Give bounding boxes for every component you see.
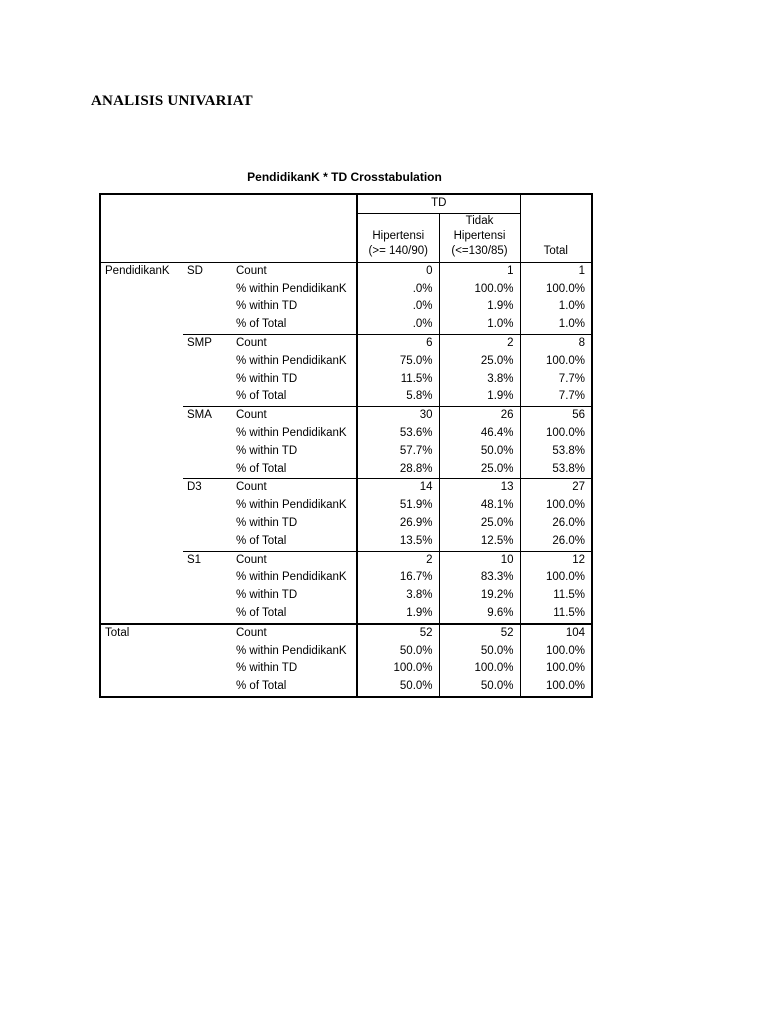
value-cell: 12 [520, 551, 592, 569]
group-label [183, 353, 232, 371]
row-var-label [100, 388, 183, 406]
value-cell: 100.0% [439, 660, 520, 678]
value-cell: 56 [520, 407, 592, 425]
crosstab-title: PendidikanK * TD Crosstabulation [247, 170, 442, 184]
value-cell: 100.0% [546, 282, 586, 295]
table-row [100, 371, 592, 389]
stat-label: Count [232, 624, 357, 643]
value-cell: 16.7% [357, 569, 439, 587]
group-label [183, 678, 232, 697]
value-cell: 1.0% [558, 300, 586, 313]
stat-label: % of Total [232, 605, 357, 624]
group-label [183, 643, 232, 661]
group-label [183, 443, 232, 461]
value-cell: 3.8% [357, 587, 439, 605]
table-row [100, 425, 592, 443]
value-cell: 30 [357, 407, 439, 425]
value-cell: 100.0% [439, 281, 520, 299]
value-cell: 26.9% [357, 515, 439, 533]
row-var-label [100, 660, 183, 678]
group-label [183, 497, 232, 515]
table-row [100, 388, 592, 406]
value-cell: 10 [439, 551, 520, 569]
value-cell: 83.3% [439, 569, 520, 587]
value-cell: 50.0% [439, 443, 520, 461]
row-var-label [100, 533, 183, 551]
value-cell: 0 [357, 262, 439, 280]
value-cell: 51.9% [357, 497, 439, 515]
group-label: SMP [183, 334, 232, 352]
crosstab-body [100, 262, 592, 697]
value-cell: 11.5% [357, 371, 439, 389]
value-cell: 26.0% [552, 516, 586, 529]
group-label: SMA [183, 407, 232, 425]
row-var-label [100, 515, 183, 533]
value-cell: 100.0% [546, 354, 586, 367]
value-cell: 100.0% [546, 499, 586, 512]
row-var-label [100, 443, 183, 461]
total-row [100, 624, 592, 643]
value-cell: 12.5% [439, 533, 520, 551]
value-cell: 1.9% [439, 388, 520, 406]
row-var-label [100, 479, 183, 497]
total-row [100, 660, 592, 678]
table-row [100, 515, 592, 533]
value-cell: 25.0% [439, 353, 520, 371]
row-var-label [100, 678, 183, 697]
value-cell: 50.0% [439, 643, 520, 661]
stat-label: Count [232, 479, 357, 497]
value-cell: 1.0% [558, 318, 586, 331]
value-cell: 1.0% [439, 316, 520, 334]
value-cell: 1 [520, 262, 592, 280]
row-var-label: Total [100, 624, 183, 643]
value-cell: 53.8% [552, 462, 586, 475]
header-row-group [100, 194, 592, 213]
table-row [100, 407, 592, 425]
document-heading: ANALISIS UNIVARIAT [91, 93, 253, 109]
row-var-label: PendidikanK [100, 262, 183, 280]
value-cell: 100.0% [357, 660, 439, 678]
col-header-line: (>= 140/90) [368, 244, 428, 257]
row-var-label [100, 371, 183, 389]
row-var-label [100, 643, 183, 661]
row-var-label [100, 407, 183, 425]
value-cell: 14 [357, 479, 439, 497]
row-var-label [100, 298, 183, 316]
group-label [183, 515, 232, 533]
value-cell: 3.8% [439, 371, 520, 389]
value-cell: 13 [439, 479, 520, 497]
stat-label: Count [232, 551, 357, 569]
crosstab-table [99, 193, 593, 698]
value-cell: 1.9% [357, 605, 439, 624]
value-cell: 100.0% [546, 644, 586, 657]
stat-label: % within PendidikanK [232, 425, 357, 443]
value-cell: 1.9% [439, 298, 520, 316]
stat-label: % of Total [232, 533, 357, 551]
value-cell: 25.0% [439, 461, 520, 479]
value-cell: .0% [357, 298, 439, 316]
value-cell: 46.4% [439, 425, 520, 443]
stat-label: % within PendidikanK [232, 497, 357, 515]
value-cell: 27 [520, 479, 592, 497]
value-cell: 7.7% [558, 390, 586, 403]
table-row [100, 497, 592, 515]
value-cell: 11.5% [553, 606, 586, 619]
col-header-line: Tidak [465, 214, 494, 227]
group-label [183, 605, 232, 624]
value-cell: 25.0% [439, 515, 520, 533]
value-cell: .0% [357, 316, 439, 334]
group-label: S1 [183, 551, 232, 569]
value-cell: 52 [357, 624, 439, 643]
value-cell: 13.5% [357, 533, 439, 551]
group-label [183, 660, 232, 678]
value-cell: 2 [357, 551, 439, 569]
stat-label: % of Total [232, 388, 357, 406]
header-corner [100, 194, 357, 262]
stat-label: % within TD [232, 515, 357, 533]
stat-label: % within TD [232, 371, 357, 389]
row-var-label [100, 425, 183, 443]
table-row [100, 533, 592, 551]
table-row [100, 298, 592, 316]
value-cell: 50.0% [357, 678, 439, 697]
row-var-label [100, 461, 183, 479]
value-cell: 28.8% [357, 461, 439, 479]
value-cell: 48.1% [439, 497, 520, 515]
stat-label: % within PendidikanK [232, 643, 357, 661]
table-row [100, 262, 592, 280]
stat-label: % of Total [232, 461, 357, 479]
value-cell: 50.0% [357, 643, 439, 661]
col-header-line: Hipertensi [372, 229, 425, 242]
value-cell: 2 [439, 334, 520, 352]
value-cell: 50.0% [439, 678, 520, 697]
table-row [100, 316, 592, 334]
table-row [100, 605, 592, 624]
row-var-label [100, 316, 183, 334]
stat-label: % of Total [232, 678, 357, 697]
value-cell: 19.2% [439, 587, 520, 605]
row-var-label [100, 334, 183, 352]
stat-label: % within PendidikanK [232, 281, 357, 299]
col-header-total [520, 194, 592, 262]
col-header-line: Total [543, 244, 568, 257]
table-row [100, 569, 592, 587]
group-label [183, 316, 232, 334]
table-row [100, 334, 592, 352]
value-cell: 5.8% [357, 388, 439, 406]
value-cell: 1 [439, 262, 520, 280]
value-cell: 11.5% [553, 589, 586, 602]
value-cell: 104 [520, 624, 592, 643]
value-cell: 53.8% [552, 444, 586, 457]
group-label [183, 371, 232, 389]
col-header-tidak-hipertensi [439, 213, 520, 262]
value-cell: 26 [439, 407, 520, 425]
row-var-label [100, 497, 183, 515]
row-var-label [100, 551, 183, 569]
stat-label: % within PendidikanK [232, 353, 357, 371]
value-cell: 26.0% [552, 534, 586, 547]
col-header-hipertensi [357, 213, 439, 262]
col-header-line: (<=130/85) [451, 244, 508, 257]
group-label [183, 388, 232, 406]
stat-label: Count [232, 334, 357, 352]
value-cell: 8 [520, 334, 592, 352]
value-cell: 100.0% [546, 680, 586, 693]
total-row [100, 643, 592, 661]
group-label: D3 [183, 479, 232, 497]
stat-label: Count [232, 262, 357, 280]
value-cell: 9.6% [439, 605, 520, 624]
stat-label: % within TD [232, 443, 357, 461]
total-row [100, 678, 592, 697]
stat-label: % within TD [232, 298, 357, 316]
table-row [100, 461, 592, 479]
value-cell: 100.0% [546, 571, 586, 584]
stat-label: % of Total [232, 316, 357, 334]
row-var-label [100, 587, 183, 605]
value-cell: 75.0% [357, 353, 439, 371]
table-row [100, 353, 592, 371]
value-cell: 7.7% [558, 372, 586, 385]
table-row [100, 551, 592, 569]
col-header-line: Hipertensi [453, 229, 506, 242]
group-label [183, 587, 232, 605]
table-row [100, 587, 592, 605]
group-label [183, 425, 232, 443]
value-cell: .0% [357, 281, 439, 299]
group-label [183, 569, 232, 587]
group-label [183, 461, 232, 479]
table-row [100, 281, 592, 299]
value-cell: 53.6% [357, 425, 439, 443]
stat-label: % within PendidikanK [232, 569, 357, 587]
group-label: SD [183, 262, 232, 280]
stat-label: Count [232, 407, 357, 425]
stat-label: % within TD [232, 660, 357, 678]
value-cell: 52 [439, 624, 520, 643]
value-cell: 57.7% [357, 443, 439, 461]
value-cell: 6 [357, 334, 439, 352]
row-var-label [100, 353, 183, 371]
group-label [183, 533, 232, 551]
group-label [183, 281, 232, 299]
value-cell: 100.0% [546, 662, 586, 675]
value-cell: 100.0% [546, 426, 586, 439]
row-var-label [100, 569, 183, 587]
row-var-label [100, 605, 183, 624]
row-var-label [100, 281, 183, 299]
td-group-header: TD [357, 194, 520, 213]
table-row [100, 443, 592, 461]
group-label [183, 298, 232, 316]
group-label [183, 624, 232, 643]
stat-label: % within TD [232, 587, 357, 605]
table-row [100, 479, 592, 497]
